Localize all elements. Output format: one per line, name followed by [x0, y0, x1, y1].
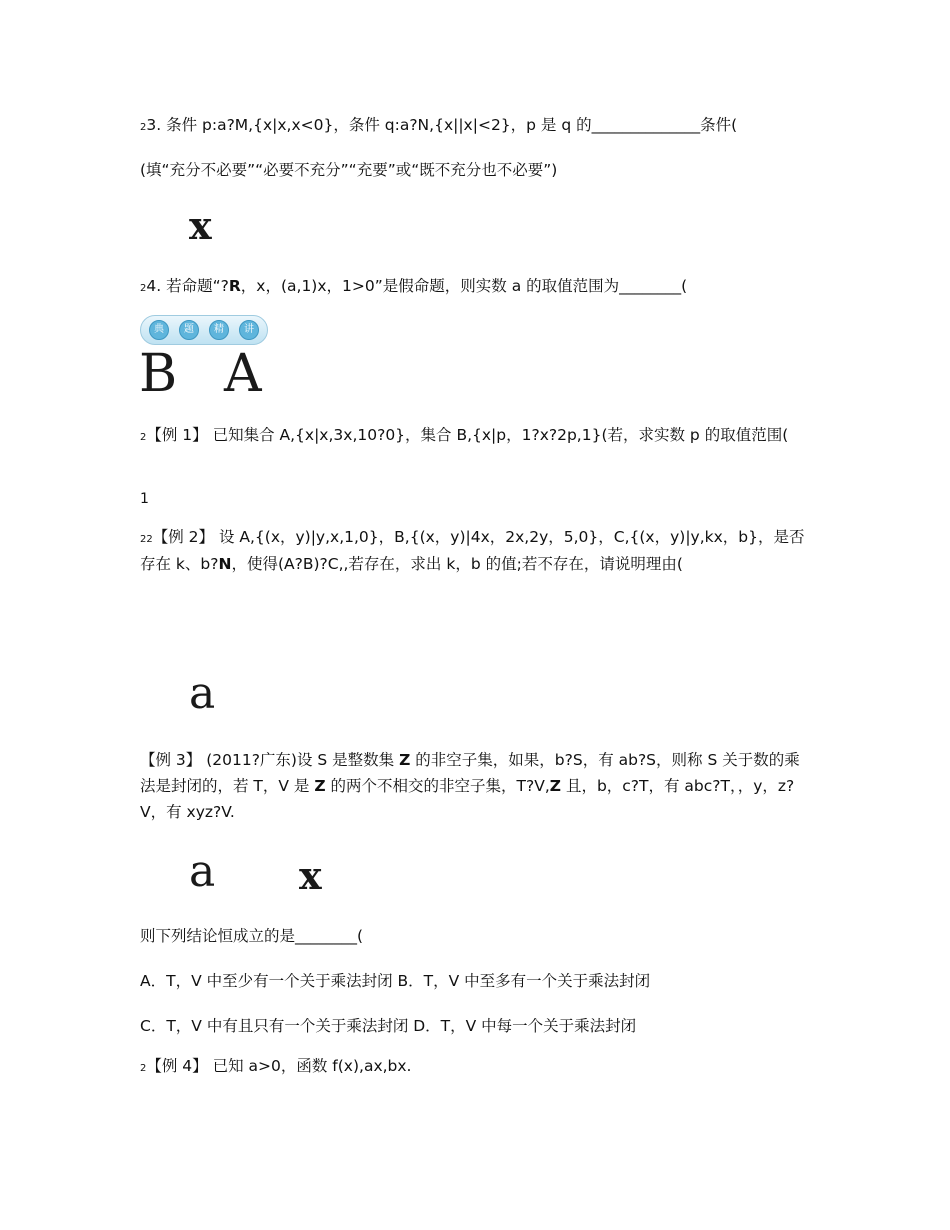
- example-1-text: 【例 1】 已知集合 A,{x|x,3x,10?0}，集合 B,{x|p，1?x?2p,1}(若，求实数 p 的取值范围(: [146, 426, 789, 444]
- example-3-text-a: 【例 3】 (2011?广东)设 S 是整数集: [140, 751, 400, 769]
- bold-symbol-R: R: [228, 277, 241, 295]
- superscript-22: 22: [140, 534, 153, 545]
- bold-symbol-Z-1: Z: [399, 751, 411, 769]
- example-3-text-b: 的非空子集，如果，b?S，有 ab?S，则称 S 关于数的乘法是封闭的，若 T，V 是: [140, 751, 800, 795]
- example-2-text-a: 【例 2】 设 A,{(x，y)|y,x,1,0}，B,{(x，y)|4x，2x,2y，5,0}，C,{(x，y)|y,kx，b}，是否存在 k、b?: [140, 528, 805, 573]
- example-2: [140, 525, 810, 576]
- page-number: 1: [140, 491, 149, 507]
- superscript-2: 2: [140, 283, 147, 294]
- section-badge-icon: [140, 315, 268, 345]
- formula-glyph-a: a: [189, 846, 216, 897]
- formula-glyph-A: A: [224, 344, 262, 404]
- bold-symbol-Z-3: Z: [549, 777, 562, 795]
- problem-23-line-1: [140, 113, 737, 140]
- problem-24-text-a: 4. 若命题“?: [146, 277, 229, 295]
- example-3-question: 则下列结论恒成立的是________(: [140, 927, 364, 945]
- badge-char-2: 题: [179, 320, 199, 340]
- formula-glyph-x: x: [189, 203, 212, 248]
- example-2-text-b: ，使得(A?B)?C,,若存在，求出 k，b 的值;若不存在，请说明理由(: [231, 555, 683, 573]
- superscript-2: 2: [140, 122, 147, 133]
- problem-23-text: 3. 条件 p:a?M,{x|x,x<0}，条件 q:a?N,{x||x|<2}，p 是 q 的______________条件(: [146, 116, 738, 134]
- example-3-options-row-1: A．T，V 中至少有一个关于乘法封闭 B．T，V 中至多有一个关于乘法封闭: [140, 972, 651, 990]
- example-3-text-c: 的两个不相交的非空子集，T?V,: [325, 777, 550, 795]
- bold-symbol-Z-2: Z: [314, 777, 326, 795]
- example-1: [140, 423, 810, 450]
- problem-24-text-b: ，x，(a,1)x，1>0”是假命题，则实数 a 的取值范围为________(: [240, 277, 688, 295]
- example-4: [140, 1054, 411, 1081]
- bold-symbol-N: N: [218, 555, 232, 573]
- formula-glyph-B: B: [139, 344, 178, 404]
- badge-char-4: 讲: [239, 320, 259, 340]
- badge-char-1: 典: [149, 320, 169, 340]
- formula-glyph-a: a: [189, 668, 216, 719]
- example-3-text-d: 且，b，c?T，有 abc?T，，y，z?V，有 xyz?V.: [140, 777, 795, 821]
- problem-24: [140, 274, 687, 301]
- superscript-2: 2: [140, 432, 147, 443]
- example-3-options-row-2: C．T，V 中有且只有一个关于乘法封闭 D．T，V 中每一个关于乘法封闭: [140, 1017, 637, 1035]
- problem-23-line-2: (填“充分不必要”“必要不充分”“充要”或“既不充分也不必要”): [140, 161, 558, 179]
- example-3: [140, 747, 810, 825]
- example-4-text: 【例 4】 已知 a>0，函数 f(x),ax,bx.: [146, 1057, 412, 1075]
- formula-glyph-x: x: [299, 853, 322, 898]
- superscript-2: 2: [140, 1063, 147, 1074]
- badge-char-3: 精: [209, 320, 229, 340]
